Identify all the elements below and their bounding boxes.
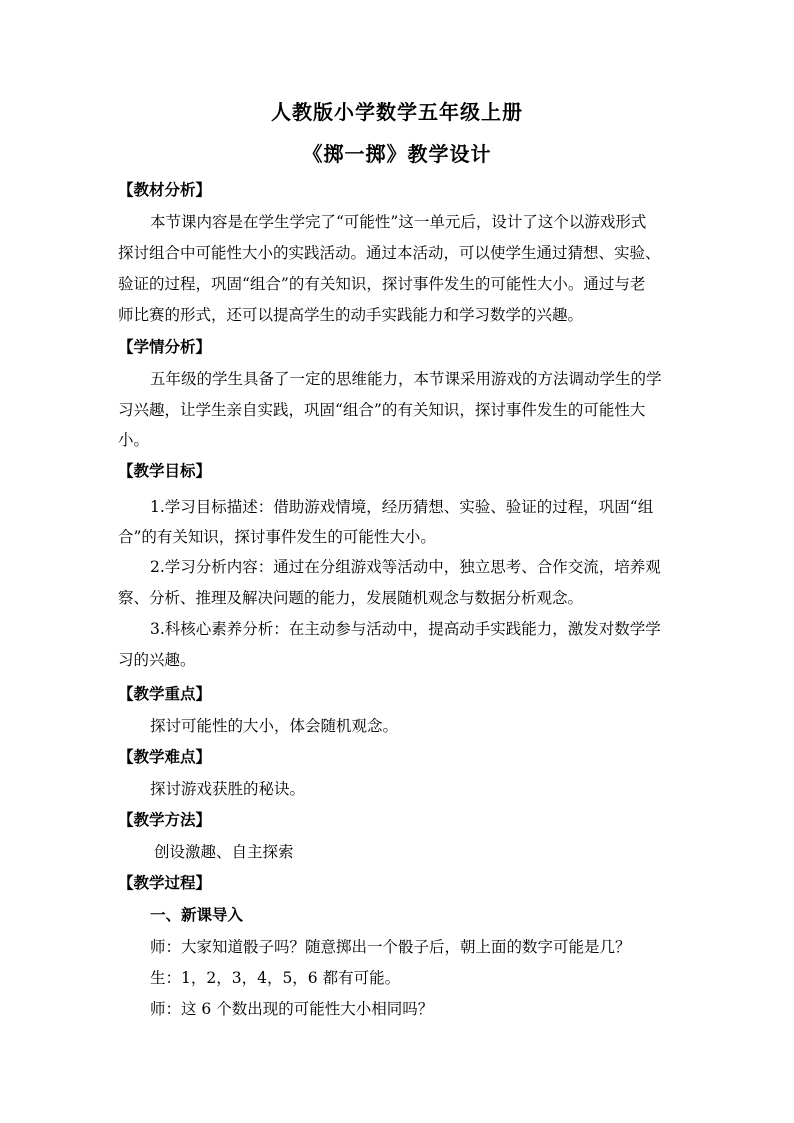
section-heading-students: 【学情分析】 <box>118 337 212 356</box>
paragraph-line: 习的兴趣。 <box>118 651 196 669</box>
paragraph-line: 2.学习分析内容：通过在分组游戏等活动中，独立思考、合作交流，培养观 <box>150 558 661 576</box>
paragraph-line: 探讨可能性的大小，体会随机观念。 <box>150 717 399 735</box>
document-subtitle: 《掷一掷》教学设计 <box>302 142 492 166</box>
paragraph-line: 习兴趣，让学生亲自实践，巩固“组合”的有关知识，探讨事件发生的可能性大 <box>118 401 646 419</box>
dialogue-line: 生：1，2，3，4，5，6 都有可能。 <box>150 969 401 987</box>
paragraph-line: 本节课内容是在学生学完了“可能性”这一单元后，设计了这个以游戏形式 <box>150 213 647 231</box>
paragraph-line: 验证的过程，巩固“组合”的有关知识，探讨事件发生的可能性大小。通过与老 <box>118 275 646 293</box>
dialogue-line: 师：大家知道骰子吗？随意掷出一个骰子后，朝上面的数字可能是几？ <box>150 938 631 956</box>
section-heading-goals: 【教学目标】 <box>118 461 212 480</box>
section-heading-key: 【教学重点】 <box>118 684 212 703</box>
section-heading-textbook: 【教材分析】 <box>118 180 212 199</box>
paragraph-line: 察、分析、推理及解决问题的能力，发展随机观念与数据分析观念。 <box>118 589 584 607</box>
section-heading-difficulty: 【教学难点】 <box>118 747 212 766</box>
paragraph-line: 小。 <box>118 431 150 449</box>
paragraph-line: 创设激趣、自主探索 <box>154 843 294 861</box>
paragraph-line: 五年级的学生具备了一定的思维能力，本节课采用游戏的方法调动学生的学 <box>150 370 662 388</box>
paragraph-line: 1.学习目标描述：借助游戏情境，经历猜想、实验、验证的过程，巩固“组 <box>150 498 654 516</box>
paragraph-line: 合”的有关知识，探讨事件发生的可能性大小。 <box>118 528 436 546</box>
paragraph-line: 师比赛的形式，还可以提高学生的动手实践能力和学习数学的兴趣。 <box>118 306 584 324</box>
paragraph-line: 3.科核心素养分析：在主动参与活动中，提高动手实践能力，激发对数学学 <box>150 620 661 638</box>
dialogue-line: 师：这 6 个数出现的可能性大小相同吗？ <box>150 1000 434 1018</box>
subsection-heading-intro: 一、新课导入 <box>150 905 244 924</box>
paragraph-line: 探讨游戏获胜的秘诀。 <box>150 780 306 798</box>
section-heading-process: 【教学过程】 <box>118 873 212 892</box>
document-title: 人教版小学数学五年级上册 <box>271 100 523 124</box>
paragraph-line: 探讨组合中可能性大小的实践活动。通过本活动，可以使学生通过猜想、实验、 <box>118 244 661 262</box>
section-heading-method: 【教学方法】 <box>118 810 212 829</box>
